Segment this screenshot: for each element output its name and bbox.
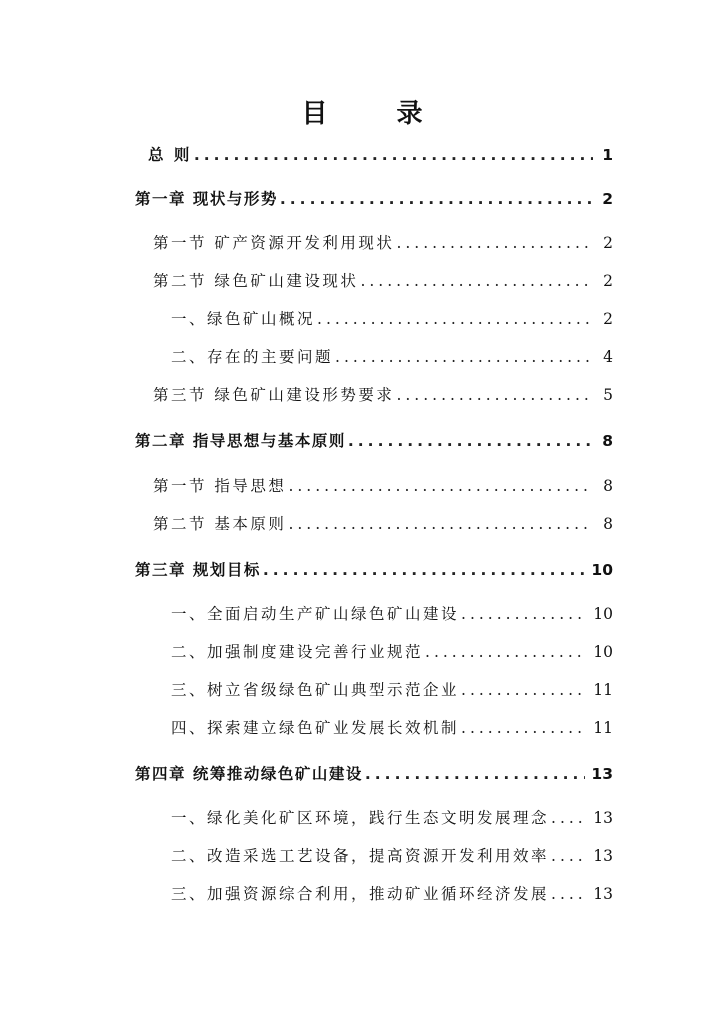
dot-leader [365, 762, 586, 786]
dot-leader [551, 806, 587, 830]
toc-page-number: 2 [602, 190, 613, 208]
toc-entry-label: 第一章 现状与形势 [135, 190, 278, 208]
toc-entry-section[interactable] [153, 383, 613, 407]
toc-page-number: 13 [591, 765, 613, 783]
dot-leader [280, 187, 593, 211]
toc-entry-label: 二、加强制度建设完善行业规范 [171, 643, 424, 661]
toc-entry-label: 三、树立省级绿色矿山典型示范企业 [171, 681, 460, 699]
toc-entry-subsection[interactable] [171, 882, 613, 906]
toc-entry-subsection[interactable] [171, 678, 613, 702]
toc-page-number: 13 [593, 809, 613, 827]
toc-entry-label: 第二节 基本原则 [153, 515, 287, 533]
toc-page-number: 11 [593, 681, 613, 699]
toc-page-number: 1 [602, 146, 613, 164]
toc-entry-label: 第二章 指导思想与基本原则 [135, 432, 346, 450]
dot-leader [317, 307, 593, 331]
toc-entry-subsection[interactable] [171, 345, 613, 369]
toc-entry-label: 一、全面启动生产矿山绿色矿山建设 [171, 605, 460, 623]
toc-entry-label: 一、绿化美化矿区环境，践行生态文明发展理念 [171, 809, 550, 827]
toc-entry-label: 二、存在的主要问题 [171, 348, 334, 366]
toc-entry-subsection[interactable] [171, 844, 613, 868]
toc-entry-label: 第一节 指导思想 [153, 477, 287, 495]
toc-page-number: 8 [603, 515, 613, 533]
toc-page-number: 8 [603, 477, 613, 495]
dot-leader [461, 678, 587, 702]
toc-entry-subsection[interactable] [171, 307, 613, 331]
page-title: 目 录 [301, 99, 453, 129]
dot-leader [194, 143, 593, 167]
toc-entry-label: 总 则 [148, 146, 192, 164]
toc-entry-label: 第三节 绿色矿山建设形势要求 [153, 386, 395, 404]
toc-page-number: 8 [602, 432, 613, 450]
toc-page-number: 13 [593, 847, 613, 865]
toc-entry-subsection[interactable] [171, 602, 613, 626]
dot-leader [396, 383, 593, 407]
toc-entry-label: 第二节 绿色矿山建设现状 [153, 272, 359, 290]
toc-entry-subsection[interactable] [171, 640, 613, 664]
toc-page-number: 2 [603, 272, 613, 290]
toc-entry-label: 一、绿色矿山概况 [171, 310, 316, 328]
toc-entry-label: 三、加强资源综合利用，推动矿业循环经济发展 [171, 885, 550, 903]
dot-leader [461, 716, 587, 740]
toc-entry-chapter-2[interactable] [135, 429, 613, 453]
toc-entry-chapter-1[interactable] [135, 187, 613, 211]
toc-page-number: 5 [603, 386, 613, 404]
toc-entry-chapter-4[interactable] [135, 762, 613, 786]
toc-entry-section[interactable] [153, 512, 613, 536]
dot-leader [551, 882, 587, 906]
toc-entry-label: 四、探索建立绿色矿业发展长效机制 [171, 719, 460, 737]
dot-leader [360, 269, 593, 293]
toc-entry-section[interactable] [153, 269, 613, 293]
toc-entry-label: 第一节 矿产资源开发利用现状 [153, 234, 395, 252]
dot-leader [461, 602, 587, 626]
toc-entry-section[interactable] [153, 231, 613, 255]
toc-page-number: 10 [591, 561, 613, 579]
toc-entry-label: 二、改造采选工艺设备，提高资源开发利用效率 [171, 847, 550, 865]
toc-entry-subsection[interactable] [171, 716, 613, 740]
toc-page-number: 10 [593, 605, 613, 623]
dot-leader [348, 429, 593, 453]
dot-leader [263, 558, 586, 582]
toc-entry-general[interactable] [148, 143, 613, 167]
toc-page-number: 2 [603, 234, 613, 252]
dot-leader [396, 231, 593, 255]
toc-page-number: 11 [593, 719, 613, 737]
toc-entry-subsection[interactable] [171, 806, 613, 830]
dot-leader [288, 512, 593, 536]
toc-page-number: 13 [593, 885, 613, 903]
toc-page-number: 2 [603, 310, 613, 328]
toc-page-number: 10 [593, 643, 613, 661]
toc-page-number: 4 [603, 348, 613, 366]
toc-entry-label: 第三章 规划目标 [135, 561, 261, 579]
dot-leader [425, 640, 587, 664]
toc-entry-section[interactable] [153, 474, 613, 498]
toc-entry-label: 第四章 统筹推动绿色矿山建设 [135, 765, 363, 783]
dot-leader [551, 844, 587, 868]
dot-leader [288, 474, 593, 498]
dot-leader [335, 345, 593, 369]
toc-entry-chapter-3[interactable] [135, 558, 613, 582]
